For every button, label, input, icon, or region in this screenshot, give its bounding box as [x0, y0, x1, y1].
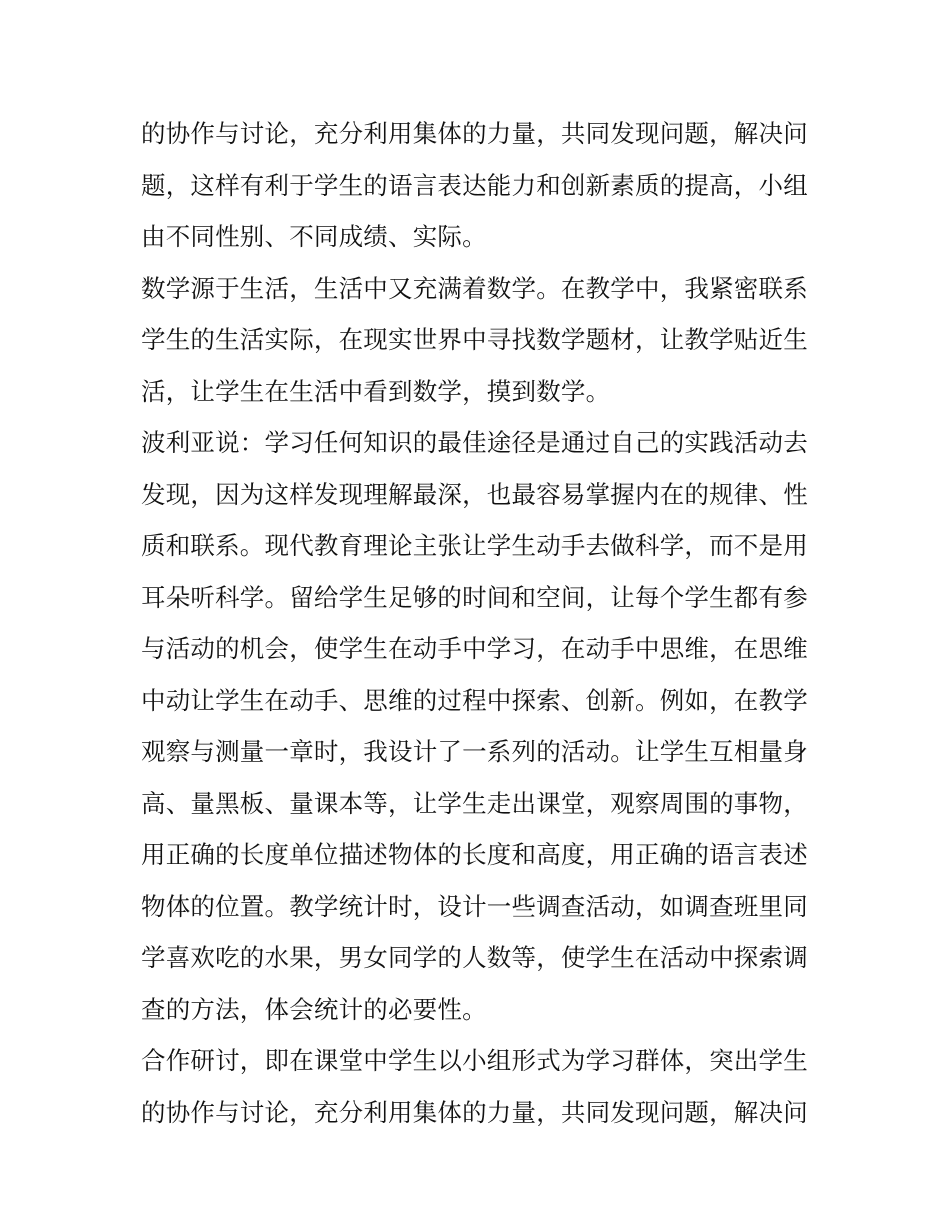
text-line-1: 的协作与讨论，充分利用集体的力量，共同发现问题，解决问 — [141, 119, 808, 148]
text-line-19: 合作研讨，即在课堂中学生以小组形式为学习群体，突出学生 — [141, 1046, 808, 1075]
text-line-4: 数学源于生活，生活中又充满着数学。在教学中，我紧密联系 — [141, 273, 808, 303]
document-body — [141, 108, 821, 1138]
text-line-13: 观察与测量一章时，我设计了一系列的活动。让学生互相量身 — [141, 737, 808, 766]
text-line-2: 题，这样有利于学生的语言表达能力和创新素质的提高，小组 — [141, 170, 808, 200]
text-line-9: 质和联系。现代教育理论主张让学生动手去做科学，而不是用 — [141, 531, 808, 560]
text-line-18: 查的方法，体会统计的必要性。 — [141, 994, 487, 1024]
text-line-7: 波利亚说：学习任何知识的最佳途径是通过自己的实践活动去 — [141, 428, 808, 457]
text-line-15: 用正确的长度单位描述物体的长度和高度，用正确的语言表述 — [141, 840, 808, 869]
text-line-14: 高、量黑板、量课本等，让学生走出课堂，观察周围的事物， — [141, 788, 808, 818]
text-line-3: 由不同性别、不同成绩、实际。 — [141, 222, 487, 251]
text-line-17: 学喜欢吃的水果，男女同学的人数等，使学生在活动中探索调 — [141, 943, 808, 972]
text-line-5: 学生的生活实际，在现实世界中寻找数学题材，让教学贴近生 — [141, 325, 808, 354]
text-line-11: 与活动的机会，使学生在动手中学习，在动手中思维，在思维 — [141, 634, 808, 663]
text-line-6: 活，让学生在生活中看到数学，摸到数学。 — [141, 376, 611, 406]
text-line-10: 耳朵听科学。留给学生足够的时间和空间，让每个学生都有参 — [141, 582, 808, 612]
text-line-12: 中动让学生在动手、思维的过程中探索、创新。例如，在教学 — [141, 685, 808, 715]
text-line-8: 发现，因为这样发现理解最深，也最容易掌握内在的规律、性 — [141, 479, 808, 509]
text-line-16: 物体的位置。教学统计时，设计一些调查活动，如调查班里同 — [141, 891, 808, 921]
text-line-20: 的协作与讨论，充分利用集体的力量，共同发现问题，解决问 — [141, 1097, 808, 1127]
